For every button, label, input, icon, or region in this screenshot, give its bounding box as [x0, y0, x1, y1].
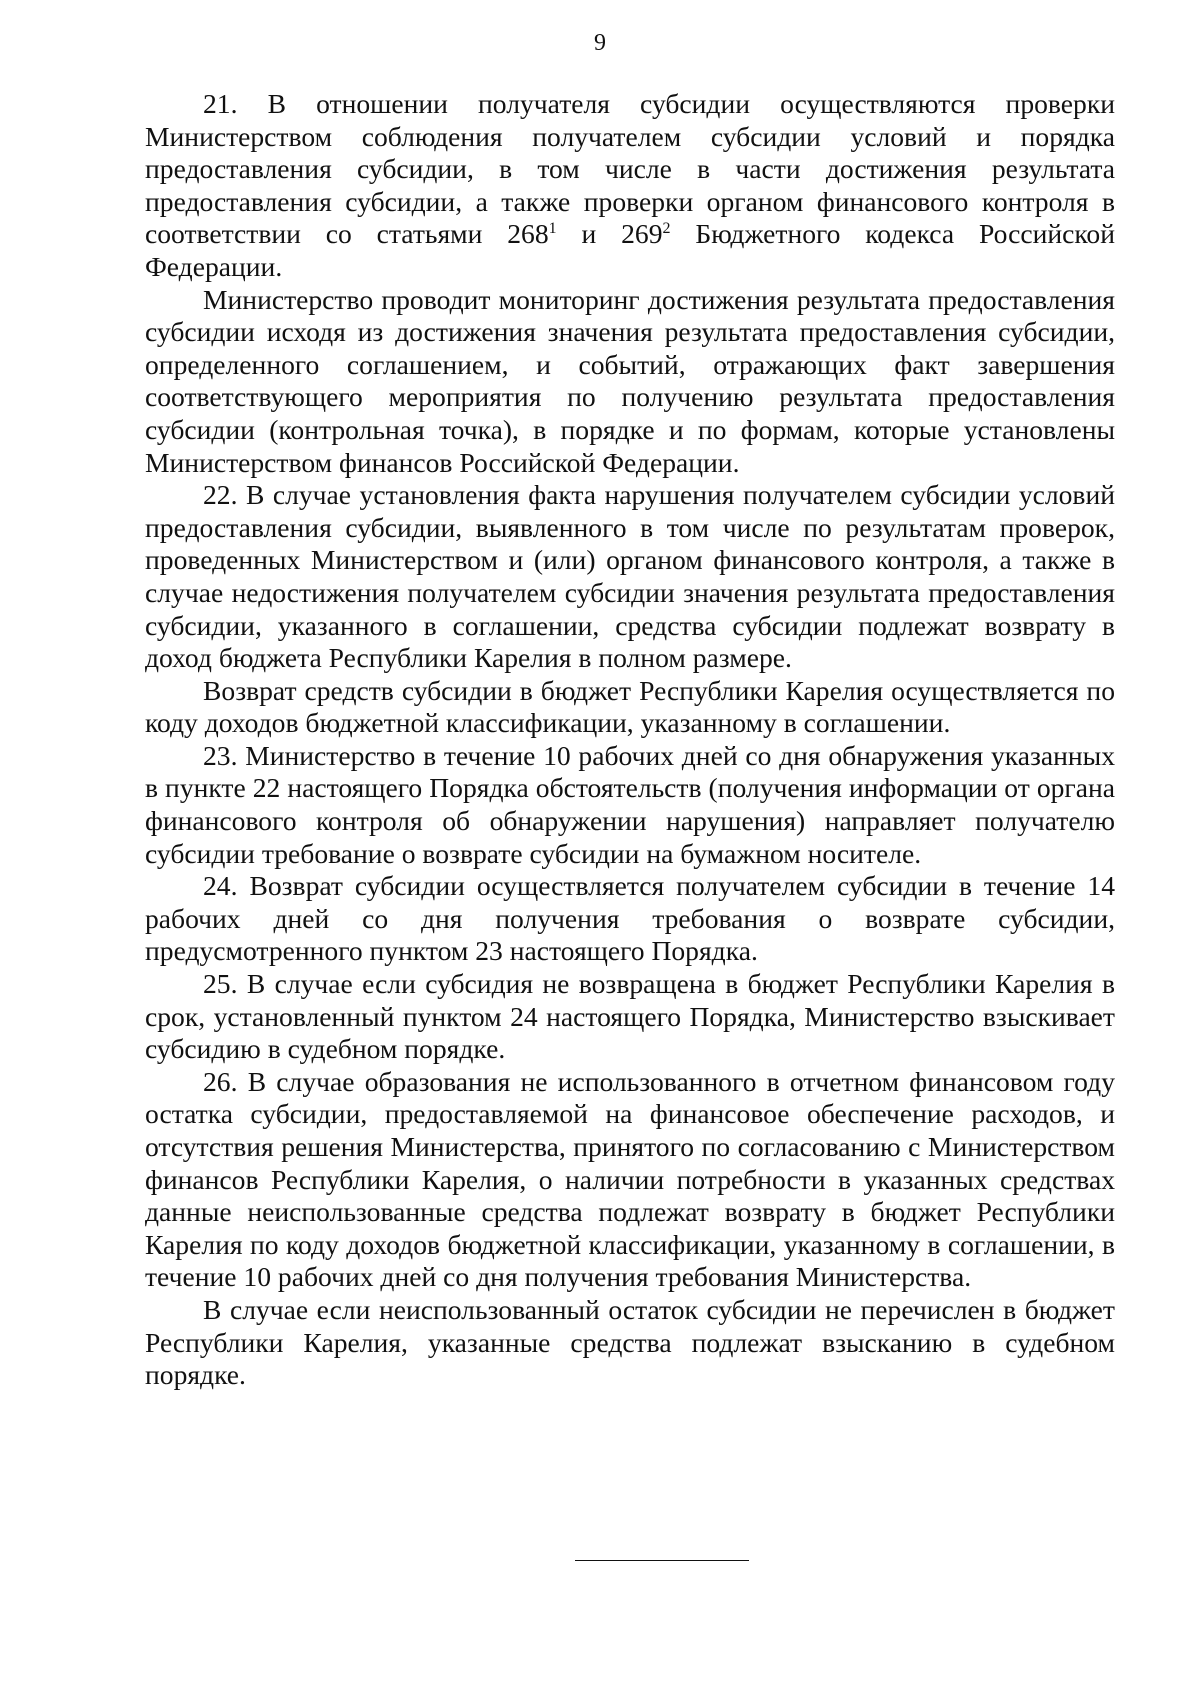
paragraph-21-text-start: 21. В отношении получателя субсидии осуществляются проверки Министерством соблюдения получателем субсидии условий и порядка предоставления субсидии, в том числе в части достижения результата предоставления субсидии, а также проверки органом финансового контроля в соответствии со статьями 268	[145, 88, 1115, 250]
page-number: 9	[594, 30, 606, 56]
superscript-1: 1	[548, 220, 557, 238]
paragraph-21-text-end: Бюджетного кодекса Российской Федерации.	[145, 218, 1115, 282]
paragraph-23: 23. Министерство в течение 10 рабочих дней со дня обнаружения указанных в пункте 22 настоящего Порядка обстоятельств (получения информации от органа финансового контроля об обнаружении нарушения) направляет получателю субсидии требование о возврате субсидии на бумажном носителе.	[145, 739, 1115, 869]
paragraph-24: 24. Возврат субсидии осуществляется получателем субсидии в течение 14 рабочих дней со дня получения требования о возврате субсидии, предусмотренного пунктом 23 настоящего Порядка.	[145, 870, 1115, 967]
superscript-2: 2	[662, 220, 671, 238]
paragraph-monitoring: Министерство проводит мониторинг достижения результата предоставления субсидии исходя из достижения значения результата предоставления субсидии, определенного соглашением, и событий, отражающих факт завершения соответствующего мероприятия по получению результата предоставления субсидии (контрольная точка), в порядке и по формам, которые установлены Министерством финансов Российской Федерации.	[145, 283, 1115, 478]
paragraph-21-text-mid: и 269	[556, 218, 663, 250]
paragraph-recovery: В случае если неиспользованный остаток субсидии не перечислен в бюджет Республики Карелия, указанные средства подлежат взысканию в судебном порядке.	[145, 1293, 1115, 1391]
end-of-document-rule	[575, 1560, 749, 1561]
paragraph-22: 22. В случае установления факта нарушения получателем субсидии условий предоставления субсидии, выявленного в том числе по результатам проверок, проведенных Министерством и (или) органом финансового контроля, а также в случае недостижения получателем субсидии значения результата предоставления субсидии, указанного в соглашении, средства субсидии подлежат возврату в доход бюджета Республики Карелия в полном размере.	[145, 479, 1115, 674]
paragraph-25: 25. В случае если субсидия не возвращена в бюджет Республики Карелия в срок, установленный пунктом 24 настоящего Порядка, Министерство взыскивает субсидию в судебном порядке.	[145, 968, 1115, 1065]
paragraph-21	[145, 88, 1115, 284]
paragraph-refund-code: Возврат средств субсидии в бюджет Республики Карелия осуществляется по коду доходов бюджетной классификации, указанному в соглашении.	[145, 674, 1115, 739]
paragraph-26: 26. В случае образования не использованного в отчетном финансовом году остатка субсидии, предоставляемой на финансовое обеспечение расходов, и отсутствия решения Министерства, принятого по согласованию с Министерством финансов Республики Карелия, о наличии потребности в указанных средствах данные неиспользованные средства подлежат возврату в бюджет Республики Карелия по коду доходов бюджетной классификации, указанному в соглашении, в течение 10 рабочих дней со дня получения требования Министерства.	[145, 1065, 1115, 1293]
document-body	[145, 88, 1115, 1392]
